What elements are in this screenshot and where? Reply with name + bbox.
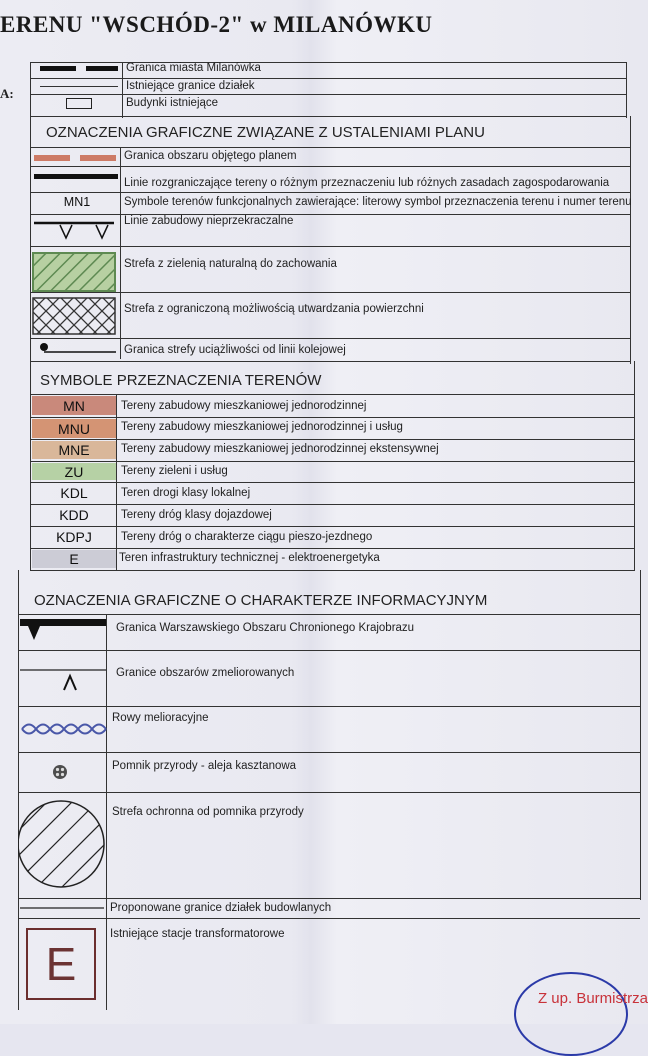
railway-nuisance-zone-icon: [32, 340, 118, 358]
table-row: [18, 614, 640, 615]
protected-landscape-border-icon: [18, 616, 108, 644]
table-row: [18, 918, 640, 919]
symbol-code: KDPJ: [56, 529, 92, 545]
legend-label: Tereny zabudowy mieszkaniowej jednorodzinnej: [121, 400, 367, 412]
symbol-code: KDL: [60, 485, 88, 501]
legend-label: Strefa z zielenią naturalną do zachowania: [124, 258, 337, 270]
table-row: [30, 246, 630, 247]
legend-label: Linie rozgraniczające tereny o różnym przeznaczeniu lub różnych zasadach zagospodarowania: [124, 177, 610, 189]
table-row: [30, 439, 634, 440]
building-icon: [66, 98, 92, 109]
legend-label: Granica obszaru objętego planem: [124, 150, 297, 162]
stamp-signature-ring: [514, 972, 628, 1056]
legend-label: Granica Warszawskiego Obszaru Chronionego Krajobrazu: [116, 622, 415, 634]
table-row: [30, 504, 634, 505]
monument-buffer-zone-icon: [18, 796, 108, 892]
section-heading: OZNACZENIA GRAFICZNE O CHARAKTERZE INFORMACYJNYM: [34, 592, 488, 609]
table-row: [18, 650, 640, 651]
table-row: [30, 166, 630, 167]
legend-label: Istniejące granice działek: [126, 80, 255, 92]
drainage-ditch-icon: [18, 712, 108, 744]
legend-label: Tereny zabudowy mieszkaniowej jednorodzinnej ekstensywnej: [121, 443, 439, 455]
symbol-code: MNU: [32, 419, 116, 438]
legend-label: Budynki istniejące: [126, 97, 219, 109]
table-row: [30, 548, 634, 549]
legend-label: Strefa ochronna od pomnika przyrody: [112, 806, 304, 818]
symbol-code: KDD: [59, 507, 89, 523]
legend-label: Pomnik przyrody - aleja kasztanowa: [112, 760, 297, 772]
side-label: A:: [0, 86, 14, 101]
document-title: ERENU "WSCHÓD-2" w MILANÓWKU: [0, 12, 433, 37]
symbol-code: MN: [32, 396, 116, 415]
table-border: [634, 361, 635, 571]
mayor-stamp-text: Z up. Burmistrza: [537, 990, 648, 1007]
table-row: [30, 417, 634, 418]
legend-label: Tereny zabudowy mieszkaniowej jednorodzinnej i usług: [121, 421, 403, 433]
legend-label: Teren infrastruktury technicznej - elektroenergetyka: [119, 552, 380, 564]
natural-monument-icon: [18, 752, 108, 792]
legend-label: Symbole terenów funkcjonalnych zawierające: literowy symbol przeznaczenia terenu i numer terenu: [124, 196, 632, 208]
legend-label: Proponowane granice działek budowlanych: [110, 902, 332, 914]
reclaimed-area-border-icon: [18, 652, 108, 694]
table-row: [18, 898, 640, 899]
table-border: [122, 62, 123, 118]
green-zone-icon: [32, 252, 116, 292]
table-row: [30, 338, 630, 339]
legend-label: Tereny zieleni i usług: [121, 465, 228, 477]
plan-area-border-icon: [34, 155, 70, 161]
legend-label: Granica miasta Milanówka: [126, 62, 261, 74]
table-border: [640, 570, 641, 900]
table-row: [30, 116, 627, 117]
legend-label: Granice obszarów zmeliorowanych: [116, 667, 295, 679]
table-row: [30, 482, 634, 483]
table-border: [626, 62, 627, 118]
demarcation-line-icon: [34, 174, 118, 179]
table-row: [30, 214, 630, 215]
symbol-code: E: [32, 550, 116, 568]
table-row: [30, 94, 627, 95]
legend-label: Tereny dróg klasy dojazdowej: [121, 509, 272, 521]
table-border: [120, 147, 121, 359]
building-line-icon: [30, 214, 120, 244]
symbol-code: MNE: [32, 441, 116, 459]
plot-border-line-icon: [40, 86, 118, 87]
table-row: [18, 752, 640, 753]
section-heading: SYMBOLE PRZEZNACZENIA TERENÓW: [40, 372, 322, 389]
legend-label: Istniejące stacje transformatorowe: [110, 928, 285, 940]
legend-label: Granica strefy uciążliwości od linii kolejowej: [124, 344, 346, 356]
table-row: [30, 570, 634, 571]
table-border: [30, 62, 627, 63]
table-row: [30, 192, 630, 193]
transformer-station-icon: E: [26, 928, 96, 1000]
table-row: [30, 394, 634, 395]
plan-area-border-icon: [80, 155, 116, 161]
table-row: [30, 361, 630, 362]
symbol-code: MN1: [63, 194, 91, 209]
table-row: [30, 526, 634, 527]
legend-label: Teren drogi klasy lokalnej: [121, 487, 251, 499]
limited-sealing-zone-icon: [32, 297, 116, 335]
table-row: [30, 78, 627, 79]
legend-label: Strefa z ograniczoną możliwością utwardzania powierzchni: [124, 303, 424, 315]
section-heading: OZNACZENIA GRAFICZNE ZWIĄZANE Z USTALENIAMI PLANU: [46, 124, 485, 141]
table-border: [630, 116, 631, 364]
legend-label: Linie zabudowy nieprzekraczalne: [124, 215, 294, 227]
table-border: [30, 361, 31, 571]
table-row: [30, 461, 634, 462]
legend-label: Rowy melioracyjne: [112, 712, 209, 724]
table-row: [18, 706, 640, 707]
table-row: [18, 792, 640, 793]
table-row: [30, 292, 630, 293]
legend-label: Tereny dróg o charakterze ciągu pieszo-jezdnego: [121, 531, 373, 543]
city-border-line-icon: [40, 66, 76, 71]
proposed-plot-border-icon: [18, 898, 108, 918]
table-border: [30, 62, 31, 118]
symbol-code: ZU: [32, 463, 116, 480]
city-border-line-icon: [86, 66, 118, 71]
